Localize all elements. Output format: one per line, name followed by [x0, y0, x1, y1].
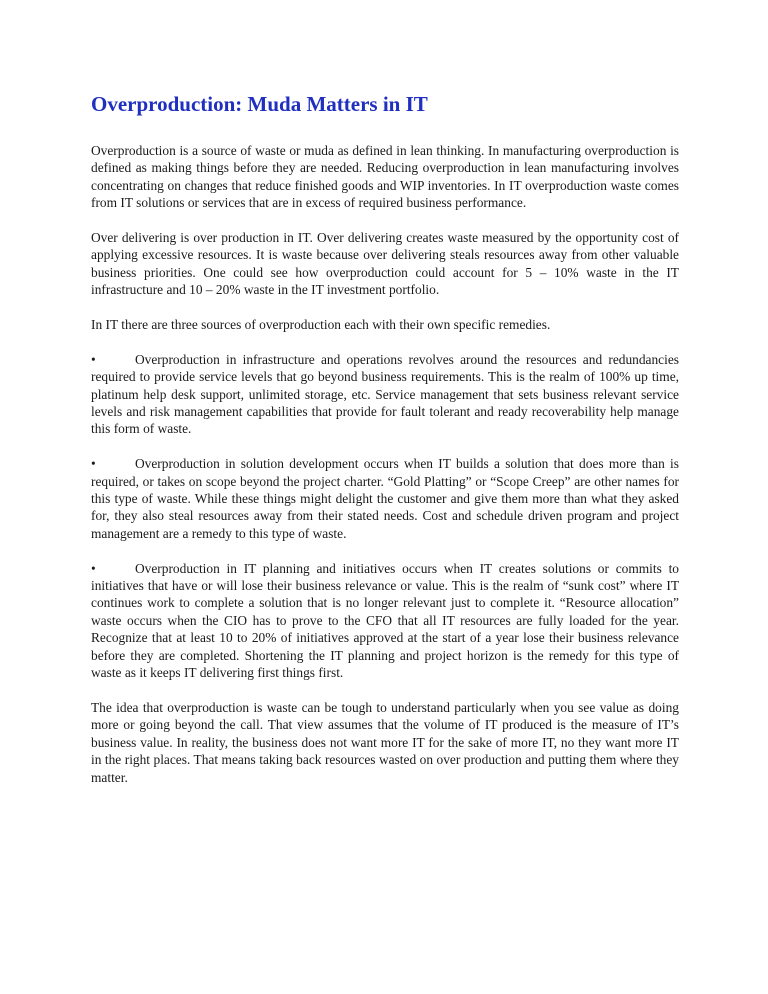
bullet-mark: •	[91, 560, 96, 576]
document-page	[91, 90, 679, 803]
bullet-text: Overproduction in solution development occurs when IT builds a solution that does more than is required, or takes on scope beyond the project charter. “Gold Platting” or “Scope Creep” are other names for this type of waste. While these things might delight the customer and give them more than what they asked for, they also steal resources away from their stated needs. Cost and schedule driven program and project management are a remedy to this type of waste.	[91, 456, 679, 541]
bullet-mark: •	[91, 351, 96, 367]
paragraph-three-sources: In IT there are three sources of overproduction each with their own specific remedies.	[91, 317, 551, 333]
document-title: Overproduction: Muda Matters in IT	[91, 92, 428, 116]
bullet-item-solution-development	[91, 455, 679, 542]
bullet-text: Overproduction in IT planning and initiatives occurs when IT creates solutions or commits to initiatives that have or will lose their business relevance or value. This is the realm of “sunk cost” where IT continues work to complete a solution that is no longer relevant just to complete it. “Resource allocation” waste occurs when the CIO has to prove to the CFO that all IT resources are fully loaded for the year. Recognize that at least 10 to 20% of initiatives approved at the start of a year lose their business relevance before they are completed. Shortening the IT planning and project horizon is the remedy for this type of waste as it keeps IT delivering first things first.	[91, 560, 679, 681]
paragraph-over-delivering: Over delivering is over production in IT. Over delivering creates waste measured by the opportunity cost of applying excessive resources. It is waste because over delivering steals resources away from other valuable business priorities. One could see how overproduction could account for 5 – 10% waste in the IT infrastructure and 10 – 20% waste in the IT investment portfolio.	[91, 230, 679, 298]
bullet-mark: •	[91, 456, 96, 472]
paragraph-intro: Overproduction is a source of waste or muda as defined in lean thinking. In manufacturing overproduction is defined as making things before they are needed. Reducing overproduction in lean manufacturing involves concentrating on changes that reduce finished goods and WIP inventories. In IT overproduction waste comes from IT solutions or services that are in excess of required business performance.	[91, 143, 679, 211]
paragraph-closing: The idea that overproduction is waste can be tough to understand particularly when you see value as doing more or going beyond the call. That view assumes that the volume of IT produced is the measure of IT’s business value. In reality, the business does not want more IT for the sake of more IT, no they want more IT in the right places. That means taking back resources wasted on over production and putting them where they matter.	[91, 699, 679, 785]
bullet-item-planning	[91, 560, 679, 682]
bullet-text: Overproduction in infrastructure and operations revolves around the resources and redundancies required to provide service levels that go beyond business requirements. This is the realm of 100% up time, platinum help desk support, unlimited storage, etc. Service management that sets business relevant service levels and risk management capabilities that provide for fault tolerant and ready recoverability help manage this form of waste.	[91, 351, 679, 437]
bullet-item-infrastructure	[91, 351, 679, 438]
